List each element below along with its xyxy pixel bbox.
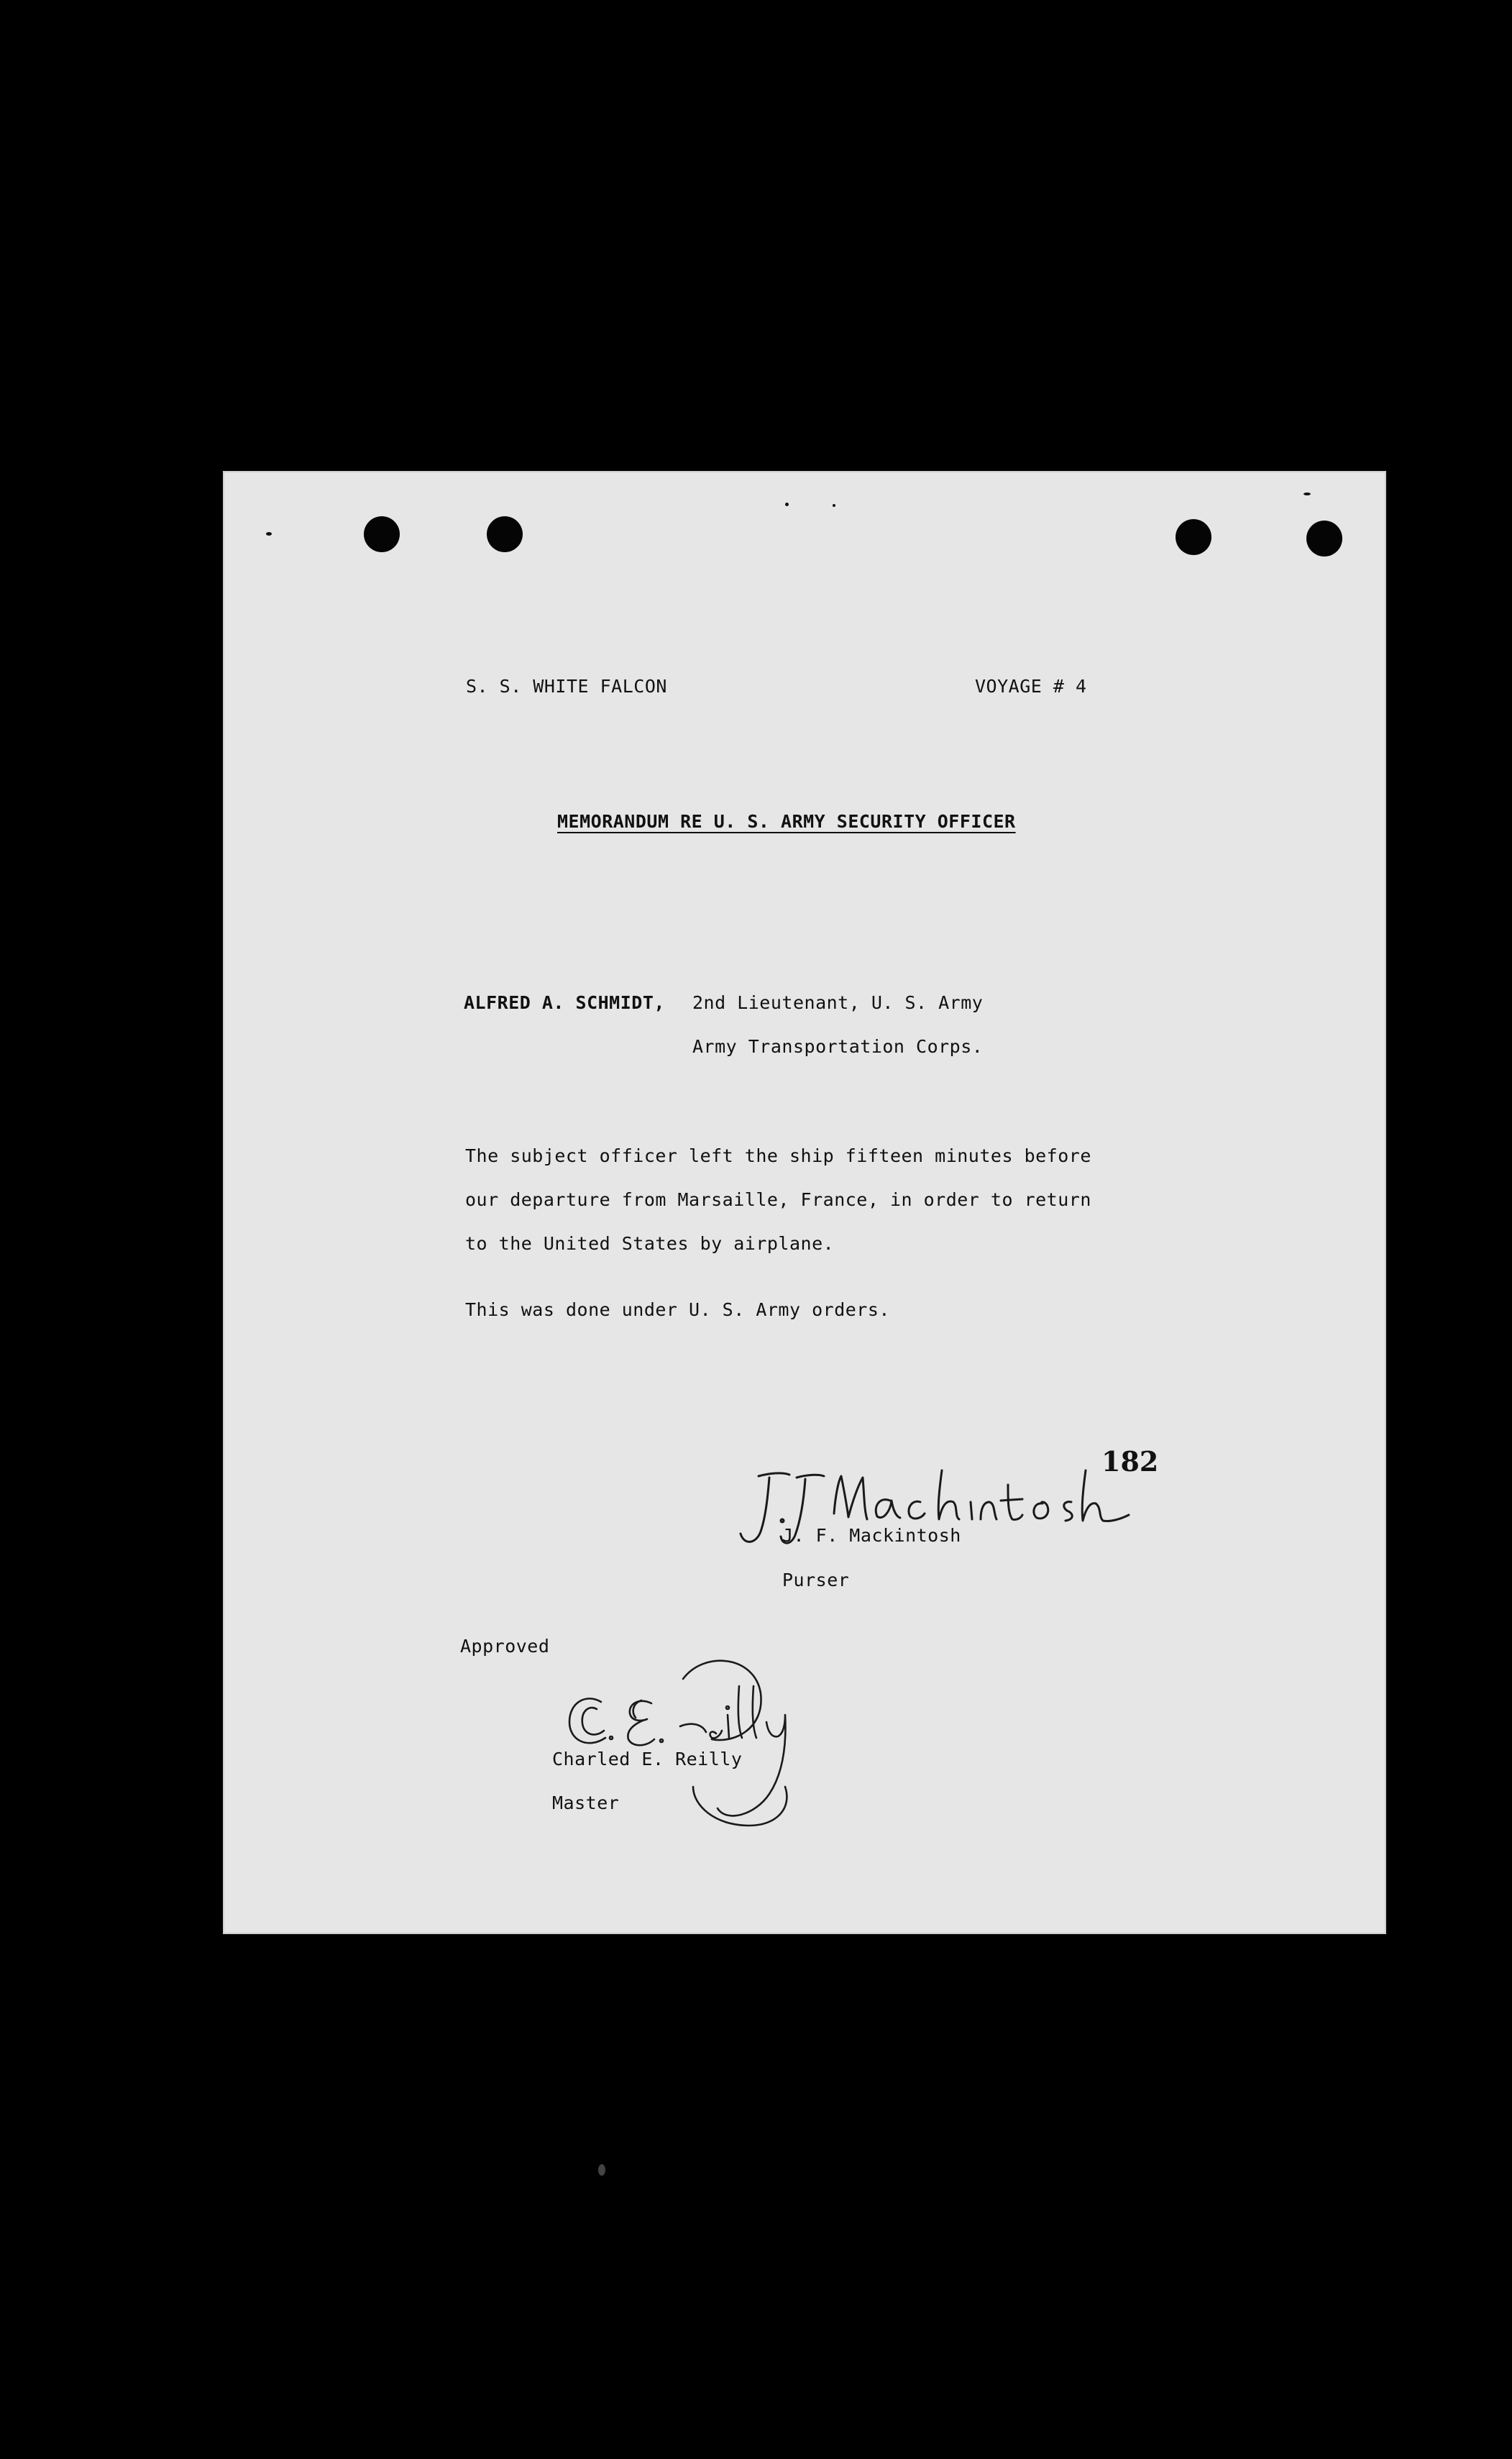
subject-unit: Army Transportation Corps. (692, 1036, 984, 1057)
approver-title: Master (552, 1792, 620, 1813)
document-page (223, 471, 1386, 1934)
dust-speck (266, 532, 272, 536)
margin-speck (598, 2164, 605, 2176)
punch-hole (487, 516, 523, 552)
dust-speck (1303, 493, 1311, 495)
punch-hole (1176, 519, 1211, 555)
dust-speck (785, 503, 789, 506)
punch-hole (364, 516, 400, 552)
punch-hole (1306, 521, 1342, 557)
body-line-3: to the United States by airplane. (465, 1233, 835, 1254)
memo-title: MEMORANDUM RE U. S. ARMY SECURITY OFFICER (557, 811, 1016, 832)
approval-label: Approved (460, 1636, 550, 1657)
body-line-2: our departure from Marsaille, France, in order to return (465, 1189, 1091, 1210)
subject-rank: 2nd Lieutenant, U. S. Army (692, 992, 984, 1013)
dust-speck (833, 504, 835, 507)
signatory-title: Purser (782, 1570, 850, 1590)
voyage-number: VOYAGE # 4 (975, 676, 1087, 697)
approver-name: Charled E. Reilly (552, 1749, 743, 1769)
subject-name: ALFRED A. SCHMIDT, (464, 992, 665, 1013)
body-line-1: The subject officer left the ship fifteen minutes before (465, 1145, 1091, 1166)
body-line-4: This was done under U. S. Army orders. (465, 1299, 890, 1320)
signatory-name: J. F. Mackintosh (782, 1525, 961, 1546)
ship-name: S. S. WHITE FALCON (466, 676, 667, 697)
page-number: 182 (1101, 1445, 1159, 1478)
